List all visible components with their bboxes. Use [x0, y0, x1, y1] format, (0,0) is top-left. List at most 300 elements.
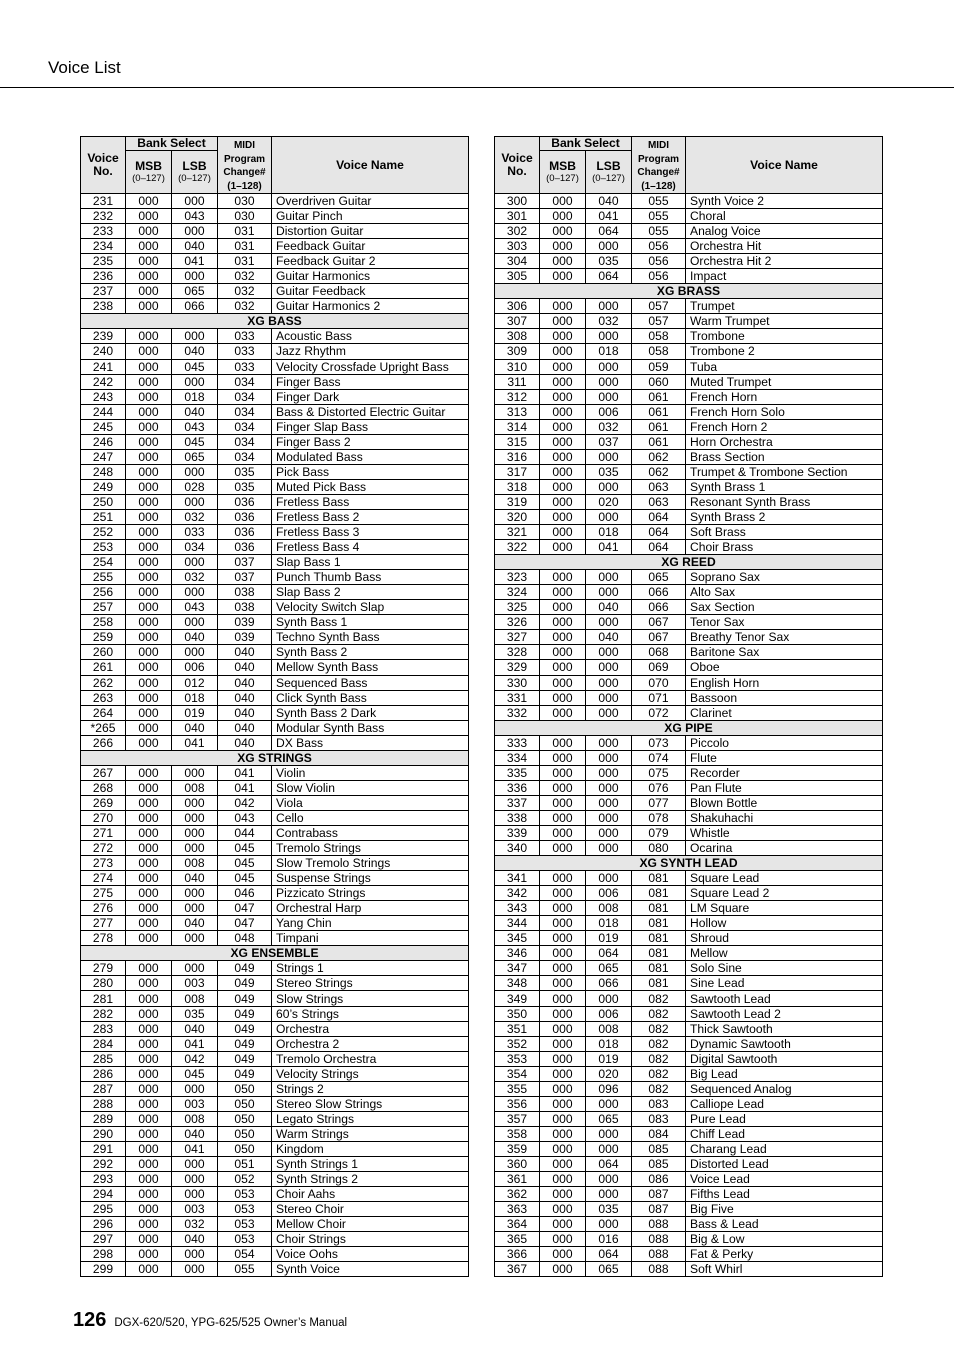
msb-cell: 000	[540, 871, 586, 886]
lsb-cell: 006	[586, 1006, 632, 1021]
msb-cell: 000	[540, 239, 586, 254]
voice-name-cell: Strings 2	[272, 1081, 469, 1096]
voice-number-cell: 296	[81, 1217, 126, 1232]
program-change-cell: 081	[632, 886, 686, 901]
table-row	[81, 224, 469, 239]
msb-cell: 000	[540, 464, 586, 479]
midi-label: MIDI	[647, 140, 670, 151]
lsb-cell: 000	[586, 1217, 632, 1232]
voice-name-cell: Distorted Lead	[686, 1157, 883, 1172]
msb-cell: 000	[540, 705, 586, 720]
msb-cell: 000	[126, 299, 172, 314]
msb-cell: 000	[540, 780, 586, 795]
table-row	[81, 194, 469, 209]
program-change-cell: 041	[218, 765, 272, 780]
table-row	[81, 991, 469, 1006]
msb-cell: 000	[540, 585, 586, 600]
lsb-cell: 000	[586, 660, 632, 675]
lsb-cell: 065	[586, 961, 632, 976]
voice-number-cell: 266	[81, 735, 126, 750]
program-change-cell: 031	[218, 254, 272, 269]
table-row	[81, 555, 469, 570]
lsb-cell: 032	[172, 509, 218, 524]
lsb-cell: 035	[586, 1202, 632, 1217]
table-row	[81, 615, 469, 630]
program-change-cell: 064	[632, 509, 686, 524]
msb-cell: 000	[126, 615, 172, 630]
title-rule	[0, 87, 954, 88]
lsb-cell: 000	[172, 494, 218, 509]
msb-cell: 000	[126, 194, 172, 209]
table-row	[495, 404, 883, 419]
msb-cell: 000	[126, 389, 172, 404]
voice-name-cell: Guitar Pinch	[272, 209, 469, 224]
voice-number-cell: 285	[81, 1051, 126, 1066]
program-change-cell: 085	[632, 1141, 686, 1156]
voice-name-cell: Punch Thumb Bass	[272, 570, 469, 585]
voice-name-header: Voice Name	[686, 137, 883, 194]
msb-cell: 000	[126, 765, 172, 780]
program-change-cell: 040	[218, 675, 272, 690]
program-change-cell: 069	[632, 660, 686, 675]
msb-cell: 000	[540, 886, 586, 901]
msb-cell: 000	[126, 1157, 172, 1172]
lsb-cell: 008	[172, 1111, 218, 1126]
lsb-cell: 000	[586, 479, 632, 494]
lsb-cell: 000	[586, 1172, 632, 1187]
lsb-cell: 000	[172, 585, 218, 600]
table-row	[81, 1051, 469, 1066]
voice-number-cell: 353	[495, 1051, 540, 1066]
lsb-cell: 000	[586, 780, 632, 795]
msb-cell: 000	[126, 931, 172, 946]
voice-number-cell: 233	[81, 224, 126, 239]
voice-name-cell: Sequenced Bass	[272, 675, 469, 690]
lsb-cell: 000	[172, 645, 218, 660]
program-change-cell: 030	[218, 209, 272, 224]
voice-number-cell: 249	[81, 479, 126, 494]
lsb-cell: 065	[586, 1111, 632, 1126]
voice-name-cell: Timpani	[272, 931, 469, 946]
table-row	[495, 1141, 883, 1156]
voice-name-cell: Orchestra Hit	[686, 239, 883, 254]
table-row	[81, 1096, 469, 1111]
program-change-cell: 062	[632, 464, 686, 479]
voice-number-cell: 317	[495, 464, 540, 479]
lsb-cell: 008	[172, 780, 218, 795]
voice-name-cell: Guitar Harmonics 2	[272, 299, 469, 314]
msb-cell: 000	[126, 886, 172, 901]
voice-name-cell: Suspense Strings	[272, 871, 469, 886]
voice-number-cell: 272	[81, 841, 126, 856]
voice-number-cell: 275	[81, 886, 126, 901]
category-row	[81, 946, 469, 961]
voice-name-cell: Synth Bass 1	[272, 615, 469, 630]
program-change-cell: 034	[218, 434, 272, 449]
voice-name-cell: Finger Bass	[272, 374, 469, 389]
msb-cell: 000	[126, 570, 172, 585]
msb-cell: 000	[126, 961, 172, 976]
voice-table-left	[80, 136, 469, 1277]
bank-select-header: Bank Select	[126, 137, 218, 151]
voice-name-cell: Bass & Lead	[686, 1217, 883, 1232]
voice-number-cell: 362	[495, 1187, 540, 1202]
msb-cell: 000	[126, 1006, 172, 1021]
msb-cell: 000	[126, 1126, 172, 1141]
lsb-cell: 045	[172, 434, 218, 449]
voice-name-cell: Synth Strings 1	[272, 1157, 469, 1172]
voice-name-cell: Velocity Strings	[272, 1066, 469, 1081]
lsb-cell: 000	[586, 750, 632, 765]
msb-cell: 000	[540, 1066, 586, 1081]
category-label: XG BASS	[81, 314, 469, 329]
lsb-range-label: (0–127)	[178, 172, 211, 184]
voice-name-cell: Fretless Bass 2	[272, 509, 469, 524]
msb-cell: 000	[126, 464, 172, 479]
voice-name-cell: Hollow	[686, 916, 883, 931]
table-row	[495, 1187, 883, 1202]
voice-number-cell: 263	[81, 690, 126, 705]
voice-number-cell: 306	[495, 299, 540, 314]
voice-number-cell: 270	[81, 810, 126, 825]
lsb-cell: 000	[172, 765, 218, 780]
table-row	[81, 886, 469, 901]
lsb-cell: 000	[586, 329, 632, 344]
voice-number-cell: 346	[495, 946, 540, 961]
voice-number-cell: 243	[81, 389, 126, 404]
lsb-cell: 000	[586, 705, 632, 720]
table-row	[495, 1006, 883, 1021]
lsb-cell: 040	[172, 720, 218, 735]
voice-number-cell: 321	[495, 525, 540, 540]
voice-number-cell: 367	[495, 1262, 540, 1277]
lsb-cell: 018	[586, 1036, 632, 1051]
msb-cell: 000	[540, 314, 586, 329]
msb-cell: 000	[126, 810, 172, 825]
voice-name-cell: Square Lead	[686, 871, 883, 886]
table-row	[495, 991, 883, 1006]
voice-name-cell: Contrabass	[272, 825, 469, 840]
program-change-cell: 035	[218, 479, 272, 494]
voice-name-cell: Brass Section	[686, 449, 883, 464]
lsb-cell: 000	[172, 841, 218, 856]
voice-number-cell: 351	[495, 1021, 540, 1036]
voice-name-cell: Mellow Choir	[272, 1217, 469, 1232]
lsb-cell: 000	[586, 374, 632, 389]
voice-number-cell: 240	[81, 344, 126, 359]
program-change-cell: 032	[218, 269, 272, 284]
msb-cell: 000	[126, 224, 172, 239]
msb-cell: 000	[540, 1081, 586, 1096]
program-change-cell: 058	[632, 344, 686, 359]
voice-number-cell: 253	[81, 540, 126, 555]
voice-table-body-right	[495, 194, 883, 1277]
program-change-cell: 045	[218, 856, 272, 871]
program-change-cell: 036	[218, 509, 272, 524]
table-row	[495, 314, 883, 329]
voice-name-cell: Bassoon	[686, 690, 883, 705]
msb-cell: 000	[126, 1051, 172, 1066]
msb-cell: 000	[126, 1217, 172, 1232]
category-label: XG PIPE	[495, 720, 883, 735]
lsb-cell: 040	[172, 1232, 218, 1247]
table-row	[81, 494, 469, 509]
table-row	[495, 329, 883, 344]
lsb-cell: 041	[586, 540, 632, 555]
program-change-cell: 049	[218, 1021, 272, 1036]
msb-cell: 000	[540, 645, 586, 660]
msb-header	[540, 151, 586, 194]
midi-program-change-header	[218, 137, 272, 194]
table-row	[81, 780, 469, 795]
voice-number-cell: 289	[81, 1111, 126, 1126]
lsb-cell: 000	[586, 239, 632, 254]
voice-number-cell: 257	[81, 600, 126, 615]
msb-cell: 000	[126, 449, 172, 464]
voice-name-cell: Click Synth Bass	[272, 690, 469, 705]
table-row	[495, 1081, 883, 1096]
msb-cell: 000	[126, 976, 172, 991]
program-change-cell: 081	[632, 961, 686, 976]
msb-cell: 000	[540, 765, 586, 780]
program-change-cell: 049	[218, 961, 272, 976]
voice-name-cell: Piccolo	[686, 735, 883, 750]
voice-number-cell: 361	[495, 1172, 540, 1187]
lsb-cell: 000	[586, 570, 632, 585]
msb-cell: 000	[540, 404, 586, 419]
table-row	[81, 419, 469, 434]
msb-cell: 000	[540, 509, 586, 524]
program-change-cell: 081	[632, 871, 686, 886]
msb-cell: 000	[540, 916, 586, 931]
voice-number-cell: 246	[81, 434, 126, 449]
voice-name-cell: Pure Lead	[686, 1111, 883, 1126]
lsb-cell: 035	[586, 254, 632, 269]
msb-cell: 000	[126, 344, 172, 359]
lsb-cell: 006	[586, 404, 632, 419]
lsb-cell: 000	[172, 1081, 218, 1096]
program-change-cell: 082	[632, 1006, 686, 1021]
voice-name-cell: Shroud	[686, 931, 883, 946]
lsb-cell: 000	[586, 1187, 632, 1202]
voice-name-cell: Fretless Bass	[272, 494, 469, 509]
table-row	[495, 825, 883, 840]
voice-number-cell: 274	[81, 871, 126, 886]
voice-number-cell: 322	[495, 540, 540, 555]
lsb-cell: 000	[586, 991, 632, 1006]
voice-number-cell: 293	[81, 1172, 126, 1187]
lsb-cell: 000	[172, 329, 218, 344]
program-change-cell: 049	[218, 991, 272, 1006]
program-change-cell: 068	[632, 645, 686, 660]
voice-number-cell: 236	[81, 269, 126, 284]
table-row	[81, 344, 469, 359]
voice-name-cell: Guitar Feedback	[272, 284, 469, 299]
voice-name-cell: Sine Lead	[686, 976, 883, 991]
program-change-cell: 081	[632, 946, 686, 961]
program-change-cell: 053	[218, 1217, 272, 1232]
voice-number-cell: 312	[495, 389, 540, 404]
voice-name-cell: Bass & Distorted Electric Guitar	[272, 404, 469, 419]
msb-cell: 000	[540, 1126, 586, 1141]
table-row	[495, 916, 883, 931]
voice-name-cell: Tremolo Orchestra	[272, 1051, 469, 1066]
msb-cell: 000	[126, 690, 172, 705]
voice-number-cell: 232	[81, 209, 126, 224]
voice-number-cell: 295	[81, 1202, 126, 1217]
table-row	[81, 525, 469, 540]
msb-cell: 000	[540, 1006, 586, 1021]
msb-cell: 000	[126, 1081, 172, 1096]
program-change-cell: 040	[218, 735, 272, 750]
voice-name-cell: Tenor Sax	[686, 615, 883, 630]
table-row	[81, 1202, 469, 1217]
table-row	[81, 239, 469, 254]
table-row	[495, 1126, 883, 1141]
msb-cell: 000	[540, 570, 586, 585]
lsb-cell: 000	[586, 1126, 632, 1141]
program-change-cell: 050	[218, 1126, 272, 1141]
voice-name-cell: Choral	[686, 209, 883, 224]
lsb-cell: 032	[172, 1217, 218, 1232]
voice-name-cell: Velocity Switch Slap	[272, 600, 469, 615]
voice-name-cell: Digital Sawtooth	[686, 1051, 883, 1066]
table-row	[81, 961, 469, 976]
voice-name-cell: Fretless Bass 4	[272, 540, 469, 555]
voice-name-cell: Voice Oohs	[272, 1247, 469, 1262]
lsb-cell: 000	[586, 825, 632, 840]
program-change-cell: 043	[218, 810, 272, 825]
voice-number-cell: 280	[81, 976, 126, 991]
table-row	[81, 1066, 469, 1081]
lsb-cell: 000	[172, 615, 218, 630]
table-row	[495, 780, 883, 795]
table-row	[495, 1202, 883, 1217]
voice-number-cell: 355	[495, 1081, 540, 1096]
program-range-label: (1–128)	[641, 180, 676, 192]
voice-number-cell: 349	[495, 991, 540, 1006]
lsb-cell: 034	[172, 540, 218, 555]
voice-name-cell: Slow Violin	[272, 780, 469, 795]
program-change-cell: 072	[632, 705, 686, 720]
voice-name-cell: Voice Lead	[686, 1172, 883, 1187]
msb-cell: 000	[540, 194, 586, 209]
voice-number-cell: 302	[495, 224, 540, 239]
program-change-cell: 050	[218, 1141, 272, 1156]
msb-cell: 000	[126, 901, 172, 916]
voice-name-cell: English Horn	[686, 675, 883, 690]
program-change-cell: 060	[632, 374, 686, 389]
msb-cell: 000	[126, 269, 172, 284]
program-change-cell: 086	[632, 1172, 686, 1187]
voice-number-cell: 258	[81, 615, 126, 630]
voice-number-cell: 320	[495, 509, 540, 524]
program-change-cell: 053	[218, 1202, 272, 1217]
lsb-cell: 000	[172, 194, 218, 209]
lsb-cell: 000	[172, 555, 218, 570]
table-row	[495, 585, 883, 600]
msb-cell: 000	[540, 540, 586, 555]
voice-name-cell: Charang Lead	[686, 1141, 883, 1156]
lsb-cell: 040	[172, 871, 218, 886]
table-row	[495, 705, 883, 720]
voice-number-cell: 282	[81, 1006, 126, 1021]
table-row	[81, 690, 469, 705]
program-change-cell: 064	[632, 525, 686, 540]
lsb-cell: 040	[586, 194, 632, 209]
lsb-cell: 000	[586, 389, 632, 404]
voice-number-cell: 260	[81, 645, 126, 660]
table-row	[81, 901, 469, 916]
msb-cell: 000	[126, 359, 172, 374]
table-row	[81, 795, 469, 810]
msb-cell: 000	[540, 525, 586, 540]
msb-cell: 000	[540, 976, 586, 991]
msb-cell: 000	[540, 1172, 586, 1187]
program-change-cell: 049	[218, 1051, 272, 1066]
lsb-cell: 000	[586, 690, 632, 705]
lsb-cell: 016	[586, 1232, 632, 1247]
voice-name-cell: Distortion Guitar	[272, 224, 469, 239]
msb-cell: 000	[540, 991, 586, 1006]
program-change-cell: 081	[632, 916, 686, 931]
voice-name-cell: Fretless Bass 3	[272, 525, 469, 540]
table-row	[495, 600, 883, 615]
voice-name-cell: Warm Trumpet	[686, 314, 883, 329]
program-change-cell: 042	[218, 795, 272, 810]
category-row	[495, 720, 883, 735]
voice-name-cell: Orchestra	[272, 1021, 469, 1036]
table-row	[81, 1036, 469, 1051]
table-row	[495, 795, 883, 810]
table-row	[81, 1081, 469, 1096]
msb-cell: 000	[540, 269, 586, 284]
voice-name-cell: Big & Low	[686, 1232, 883, 1247]
program-change-cell: 032	[218, 284, 272, 299]
program-change-label: Program Change#	[637, 153, 680, 178]
voice-name-cell: Guitar Harmonics	[272, 269, 469, 284]
lsb-cell: 040	[172, 404, 218, 419]
program-change-cell: 049	[218, 976, 272, 991]
table-row	[495, 886, 883, 901]
lsb-cell: 008	[586, 901, 632, 916]
voice-number-cell: 268	[81, 780, 126, 795]
voice-number-cell: 313	[495, 404, 540, 419]
voice-number-cell: 330	[495, 675, 540, 690]
category-row	[495, 284, 883, 299]
program-change-cell: 057	[632, 314, 686, 329]
voice-number-cell: 237	[81, 284, 126, 299]
program-change-cell: 073	[632, 735, 686, 750]
voice-name-cell: Impact	[686, 269, 883, 284]
voice-number-cell: 267	[81, 765, 126, 780]
program-change-cell: 030	[218, 194, 272, 209]
voice-name-cell: Mellow Synth Bass	[272, 660, 469, 675]
voice-name-cell: Warm Strings	[272, 1126, 469, 1141]
voice-number-cell: 338	[495, 810, 540, 825]
category-label: XG ENSEMBLE	[81, 946, 469, 961]
table-row	[495, 570, 883, 585]
lsb-cell: 008	[586, 1021, 632, 1036]
program-change-cell: 038	[218, 600, 272, 615]
voice-name-cell: French Horn Solo	[686, 404, 883, 419]
voice-name-cell: Horn Orchestra	[686, 434, 883, 449]
voice-name-cell: Dynamic Sawtooth	[686, 1036, 883, 1051]
lsb-cell: 064	[586, 224, 632, 239]
voice-number-cell: 335	[495, 765, 540, 780]
voice-name-cell: Finger Bass 2	[272, 434, 469, 449]
program-change-cell: 034	[218, 389, 272, 404]
